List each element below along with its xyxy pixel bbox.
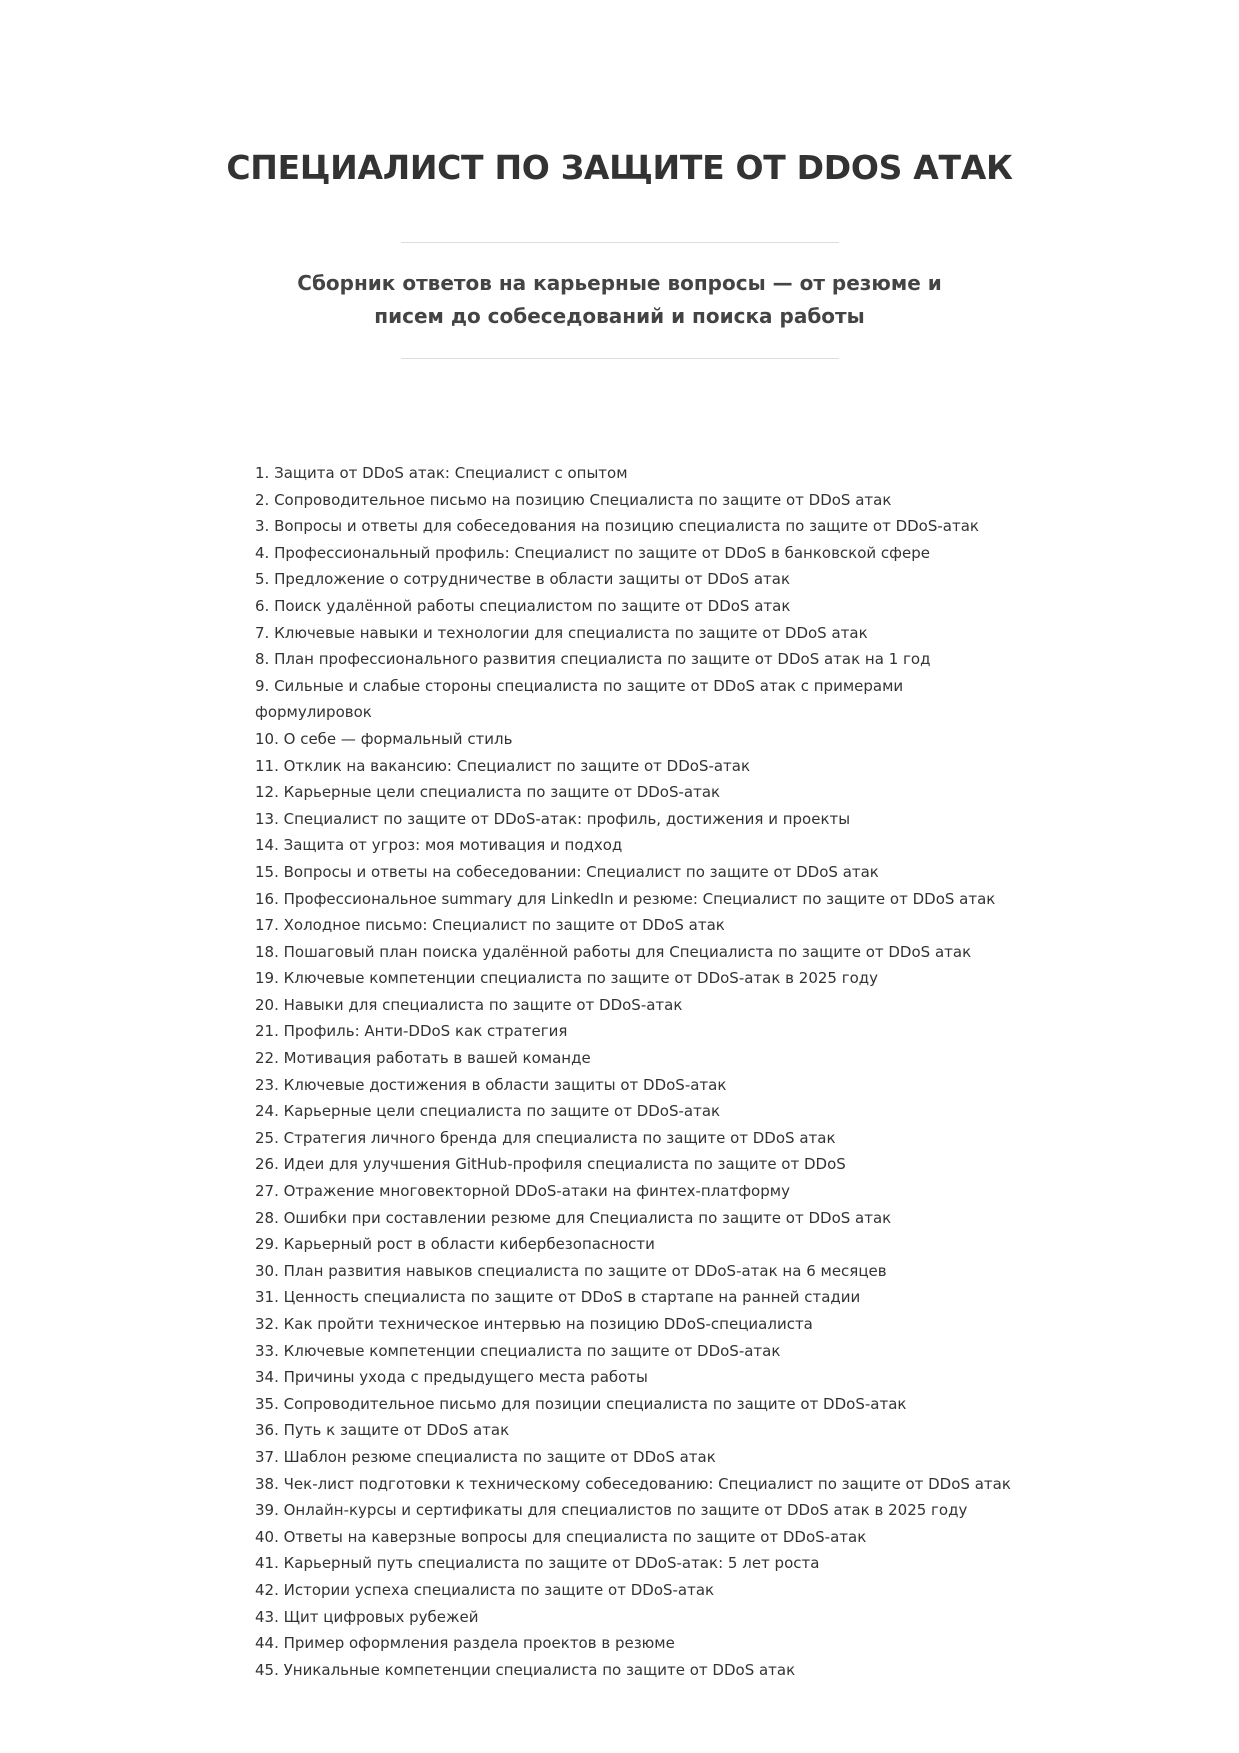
toc-item: 6. Поиск удалённой работы специалистом по защите от DDoS атак <box>255 596 791 615</box>
toc-item: 2. Сопроводительное письмо на позицию Специалиста по защите от DDoS атак <box>255 490 892 509</box>
toc-item: 11. Отклик на вакансию: Специалист по защите от DDoS-атак <box>255 756 751 775</box>
toc-item: 16. Профессиональное summary для LinkedIn и резюме: Специалист по защите от DDoS атак <box>255 889 996 908</box>
toc-item: 18. Пошаговый план поиска удалённой работы для Специалиста по защите от DDoS атак <box>255 942 972 961</box>
toc-item: 9. Сильные и слабые стороны специалиста по защите от DDoS атак с примерами формулировок <box>255 676 904 722</box>
title-divider-top <box>401 242 839 243</box>
table-of-contents <box>255 460 1015 1683</box>
toc-item: 4. Профессиональный профиль: Специалист по защите от DDoS в банковской сфере <box>255 543 930 562</box>
toc-item: 7. Ключевые навыки и технологии для специалиста по защите от DDoS атак <box>255 623 868 642</box>
toc-item: 41. Карьерный путь специалиста по защите от DDoS-атак: 5 лет роста <box>255 1554 820 1573</box>
toc-item: 12. Карьерные цели специалиста по защите от DDoS-атак <box>255 783 721 802</box>
toc-item: 32. Как пройти техническое интервью на позицию DDoS-специалиста <box>255 1315 813 1333</box>
toc-item: 28. Ошибки при составлении резюме для Специалиста по защите от DDoS атак <box>255 1208 892 1227</box>
toc-item: 25. Стратегия личного бренда для специалиста по защите от DDoS атак <box>255 1128 836 1147</box>
toc-item: 43. Щит цифровых рубежей <box>255 1607 479 1626</box>
toc-item: 34. Причины ухода с предыдущего места работы <box>255 1368 648 1387</box>
toc-item: 8. План профессионального развития специалиста по защите от DDoS атак на 1 год <box>255 650 931 669</box>
toc-item: 19. Ключевые компетенции специалиста по защите от DDoS-атак в 2025 году <box>255 969 879 988</box>
title-divider-bottom <box>401 358 839 359</box>
toc-item: 29. Карьерный рост в области кибербезопасности <box>255 1235 655 1254</box>
toc-item: 24. Карьерные цели специалиста по защите от DDoS-атак <box>255 1102 721 1121</box>
page-title: СПЕЦИАЛИСТ ПО ЗАЩИТЕ ОТ DDOS АТАК <box>226 148 1013 187</box>
toc-item: 1. Защита от DDoS атак: Специалист с опытом <box>255 464 628 482</box>
toc-item: 39. Онлайн-курсы и сертификаты для специалистов по защите от DDoS атак в 2025 году <box>255 1501 968 1520</box>
toc-item: 27. Отражение многовекторной DDoS-атаки на финтех-платформу <box>255 1182 790 1201</box>
toc-item: 40. Ответы на каверзные вопросы для специалиста по защите от DDoS-атак <box>255 1527 867 1546</box>
toc-item: 15. Вопросы и ответы на собеседовании: Специалист по защите от DDoS атак <box>255 862 879 881</box>
toc-item: 42. Истории успеха специалиста по защите от DDoS-атак <box>255 1580 715 1599</box>
toc-item: 5. Предложение о сотрудничестве в области защиты от DDoS атак <box>255 570 791 589</box>
toc-item: 36. Путь к защите от DDoS атак <box>255 1421 510 1440</box>
toc-item: 35. Сопроводительное письмо для позиции специалиста по защите от DDoS-атак <box>255 1394 907 1413</box>
toc-item: 30. План развития навыков специалиста по защите от DDoS-атак на 6 месяцев <box>255 1261 887 1280</box>
toc-item: 17. Холодное письмо: Специалист по защите от DDoS атак <box>255 916 725 935</box>
page-subtitle: Сборник ответов на карьерные вопросы — от резюме и писем до собеседований и поиска работы <box>297 271 942 328</box>
toc-item: 3. Вопросы и ответы для собеседования на позицию специалиста по защите от DDoS-атак <box>255 517 979 536</box>
toc-item: 38. Чек-лист подготовки к техническому собеседованию: Специалист по защите от DDoS атак <box>255 1474 1011 1493</box>
toc-item: 13. Специалист по защите от DDoS-атак: профиль, достижения и проекты <box>255 809 851 828</box>
toc-item: 10. О себе — формальный стиль <box>255 729 513 748</box>
toc-item: 31. Ценность специалиста по защите от DDoS в стартапе на ранней стадии <box>255 1288 861 1307</box>
toc-item: 21. Профиль: Анти-DDoS как стратегия <box>255 1022 568 1041</box>
toc-item: 14. Защита от угроз: моя мотивация и подход <box>255 836 623 855</box>
toc-item: 23. Ключевые достижения в области защиты от DDoS-атак <box>255 1075 727 1094</box>
toc-item: 22. Мотивация работать в вашей команде <box>255 1049 591 1068</box>
toc-item: 26. Идеи для улучшения GitHub-профиля специалиста по защите от DDoS <box>255 1155 846 1174</box>
toc-item: 45. Уникальные компетенции специалиста по защите от DDoS атак <box>255 1660 796 1679</box>
toc-item: 37. Шаблон резюме специалиста по защите от DDoS атак <box>255 1447 716 1466</box>
toc-item: 20. Навыки для специалиста по защите от DDoS-атак <box>255 995 683 1014</box>
toc-item: 44. Пример оформления раздела проектов в резюме <box>255 1634 675 1653</box>
toc-item: 33. Ключевые компетенции специалиста по защите от DDoS-атак <box>255 1341 781 1360</box>
